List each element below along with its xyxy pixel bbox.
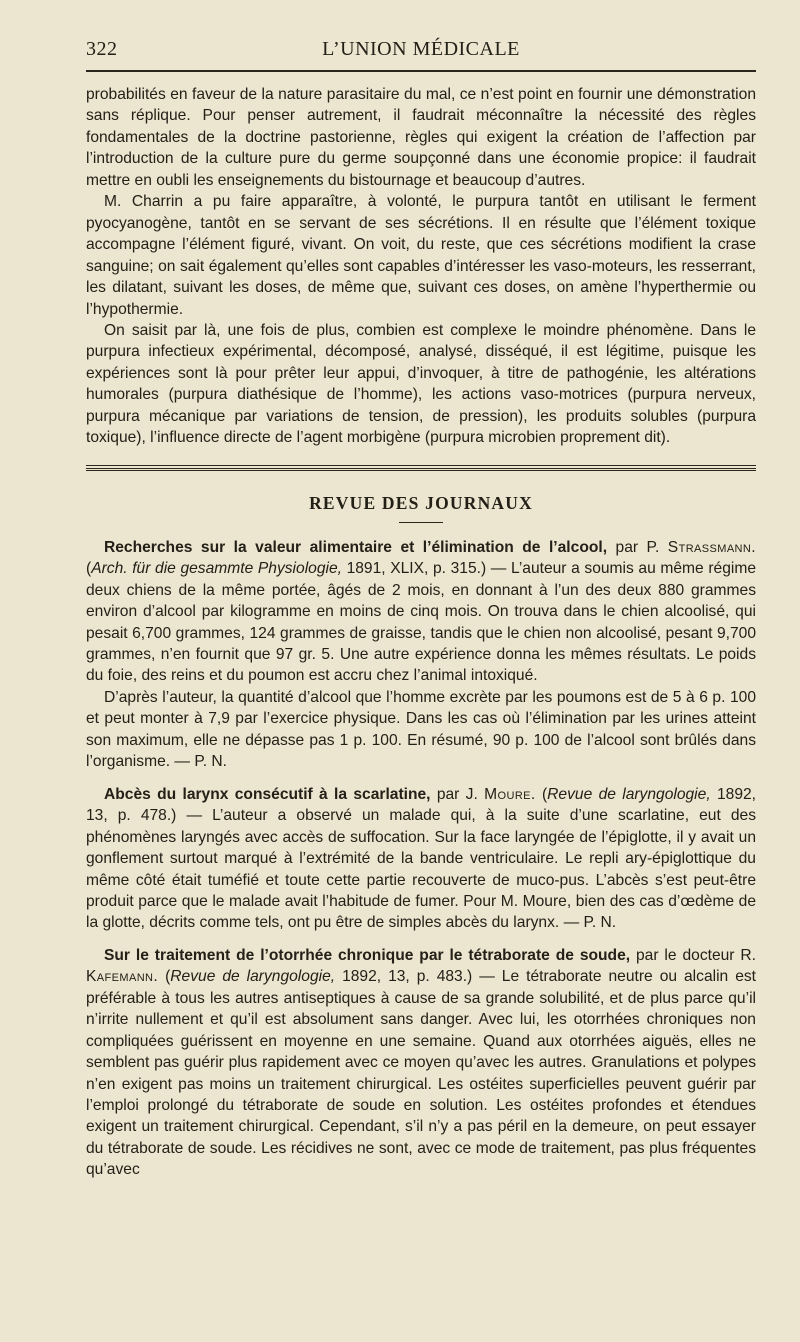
article-1-citation-open: ( bbox=[86, 560, 92, 578]
article-1-citation: 1891, XLIX, p. 315.) bbox=[341, 560, 487, 578]
article-1-body: — L’auteur a soumis au même régime deux chiens de la même portée, âgés de 2 mois, en donnant à l’un des deux 880 grammes environ d’alcool par kilogramme en moins de cinq mois. On trouva dans le chien alcoolisé, qui pesait 6,700 grammes, 124 grammes de graisse, tandis que le chien non alcoolisé, pesant 9,700 grammes, n’en fournit que 97 gr. 5. Une autre expérience donna les mêmes résultats. Le poids du foie, des reins et du poumon est accru chez l’animal intoxiqué. bbox=[86, 560, 756, 685]
article-3-body: — Le tétraborate neutre ou alcalin est préférable à tous les autres antiseptiques à cause de sa grande solubilité, et de plus parce qu’il n’irrite nullement et qu’il est absolument sans danger. Avec lui, les otorrhées chroniques non compliquées guérissent en moyenne en une semaine. Quand aux otorrhées aiguës, elles ne semblent pas guérir plus rapidement avec ce moyen qu’avec les autres. Granulations et polypes n’en exigent pas moins un traitement chirurgical. Les ostéites superficielles peuvent guérir par l’emploi prolongé du tétraborate de soude en solution. Les ostéites profondes et étendues exigent un traitement chirurgical. Cependant, s’il n’y a pas péril en la demeure, on peut essayer du tétraborate de soude. Les récidives ne sont, avec ce mode de traitement, pas plus fréquentes qu’avec bbox=[86, 968, 756, 1179]
section-separator-rule bbox=[86, 465, 756, 471]
article-3-title: Sur le traitement de l’otorrhée chronique par le tétraborate de soude, bbox=[104, 946, 631, 964]
article-1-paragraph-1 bbox=[86, 537, 756, 687]
article-3-citation-open: ( bbox=[158, 968, 171, 986]
article-3-citation: 1892, 13, p. 483.) bbox=[335, 968, 473, 986]
article-2-title: Abcès du larynx consécutif à la scarlatine, bbox=[104, 785, 431, 803]
section-title: REVUE DES JOURNAUX bbox=[309, 492, 533, 513]
article-1-journal: Arch. für die gesammte Physiologie, bbox=[91, 560, 342, 578]
article-3-journal: Revue de laryngologie, bbox=[170, 968, 336, 986]
article-3-author: Kafemann. bbox=[86, 968, 159, 986]
article-2-author: Moure. bbox=[484, 785, 536, 803]
intro-paragraph-3: On saisit par là, une fois de plus, combien est complexe le moindre phénomène. Dans le purpura infectieux expérimental, décomposé, analysé, disséqué, il est légitime, puisque les expériences sont là pour prêter leur appui, d’invoquer, à titre de pathogénie, les altérations humorales (purpura diathésique de l’homme), les actions vaso-motrices (purpura nerveux, purpura mécanique par variations de tension, de pression), les produits solubles (purpura toxique), l’influence directe de l’agent morbigène (purpura microbien proprement dit). bbox=[86, 321, 756, 447]
article-2-body: — L’auteur a observé un malade qui, à la suite d’une scarlatine, eut des phénomènes laryngés avec accès de suffocation. Sur la face laryngée de l’épiglotte, il y avait un gonflement surtout marqué à l’extrémité de la bande ventriculaire. Le repli ary-épiglottique du même côté était tuméfié et toute cette partie recouverte de muco-pus. L’abcès s’est peut-être produit parce que le malade avait l’habitude de fumer. Pour M. Moure, bien des cas d’œdème de la glotte, décrits comme tels, ont pu être de simples abcès du larynx. — P. N. bbox=[86, 807, 757, 932]
article-1-paragraph-2: D’après l’auteur, la quantité d’alcool que l’homme excrète par les poumons est de 5 à 6 p. 100 et peut monter à 7,9 par l’exercice physique. Dans les cas où l’élimination par les urines atteint son maximum, elle ne dépasse pas 1 p. 100. En résumé, 90 p. 100 de l’alcool sont brûlés dans l’organisme. — P. N. bbox=[86, 688, 756, 771]
article-3-paragraph bbox=[86, 945, 756, 1181]
article-2-paragraph bbox=[86, 784, 756, 934]
article-1-by: par P. bbox=[607, 538, 668, 556]
article-2-journal: Revue de laryngologie, bbox=[547, 785, 711, 803]
intro-paragraph-1: probabilités en faveur de la nature parasitaire du mal, ce n’est point en fournir une démonstration sans réplique. Pour penser autrement, il faudrait méconnaître la nécessité des règles fondamentales de la doctrine pastorienne, règles qui exigent la création de l’affection par l’introduction de la culture pure du germe soupçonné dans une économie propice: il faudrait mettre en oubli les enseignements du bistournage et beaucoup d’autres. bbox=[86, 86, 756, 189]
article-gap bbox=[86, 934, 756, 945]
section-title-rule bbox=[399, 522, 443, 523]
journal-title: L’UNION MÉDICALE bbox=[322, 38, 520, 60]
intro-paragraph-2: M. Charrin a pu faire apparaître, à volonté, le purpura tantôt en utilisant le ferment pyocyanogène, tantôt en se servant de ses sécrétions. Il en résulte que l’élément toxique accompagne l’élément figuré, vivant. On voit, du reste, que ces sécrétions modifient la crase sanguine; on sait également qu’elles sont capables d’intéresser les vaso-moteurs, les resserrant, les dilatant, suivant les doses, de même que, suivant ces doses, on amène l’hyperthermie ou l’hypothermie. bbox=[86, 193, 756, 318]
header-rule bbox=[86, 70, 756, 72]
article-2-by: par J. bbox=[430, 785, 485, 803]
article-2-citation: 1892, 13, p. 478.) bbox=[86, 785, 756, 825]
article-2-citation-open: ( bbox=[535, 785, 548, 803]
article-1-title: Recherches sur la valeur alimentaire et l’élimination de l’alcool, bbox=[104, 538, 608, 556]
page-number: 322 bbox=[86, 38, 118, 60]
running-head bbox=[86, 34, 756, 68]
article-1-author: Strassmann. bbox=[667, 538, 756, 556]
article-3-by: par le docteur R. bbox=[630, 946, 756, 964]
article-gap bbox=[86, 773, 756, 784]
